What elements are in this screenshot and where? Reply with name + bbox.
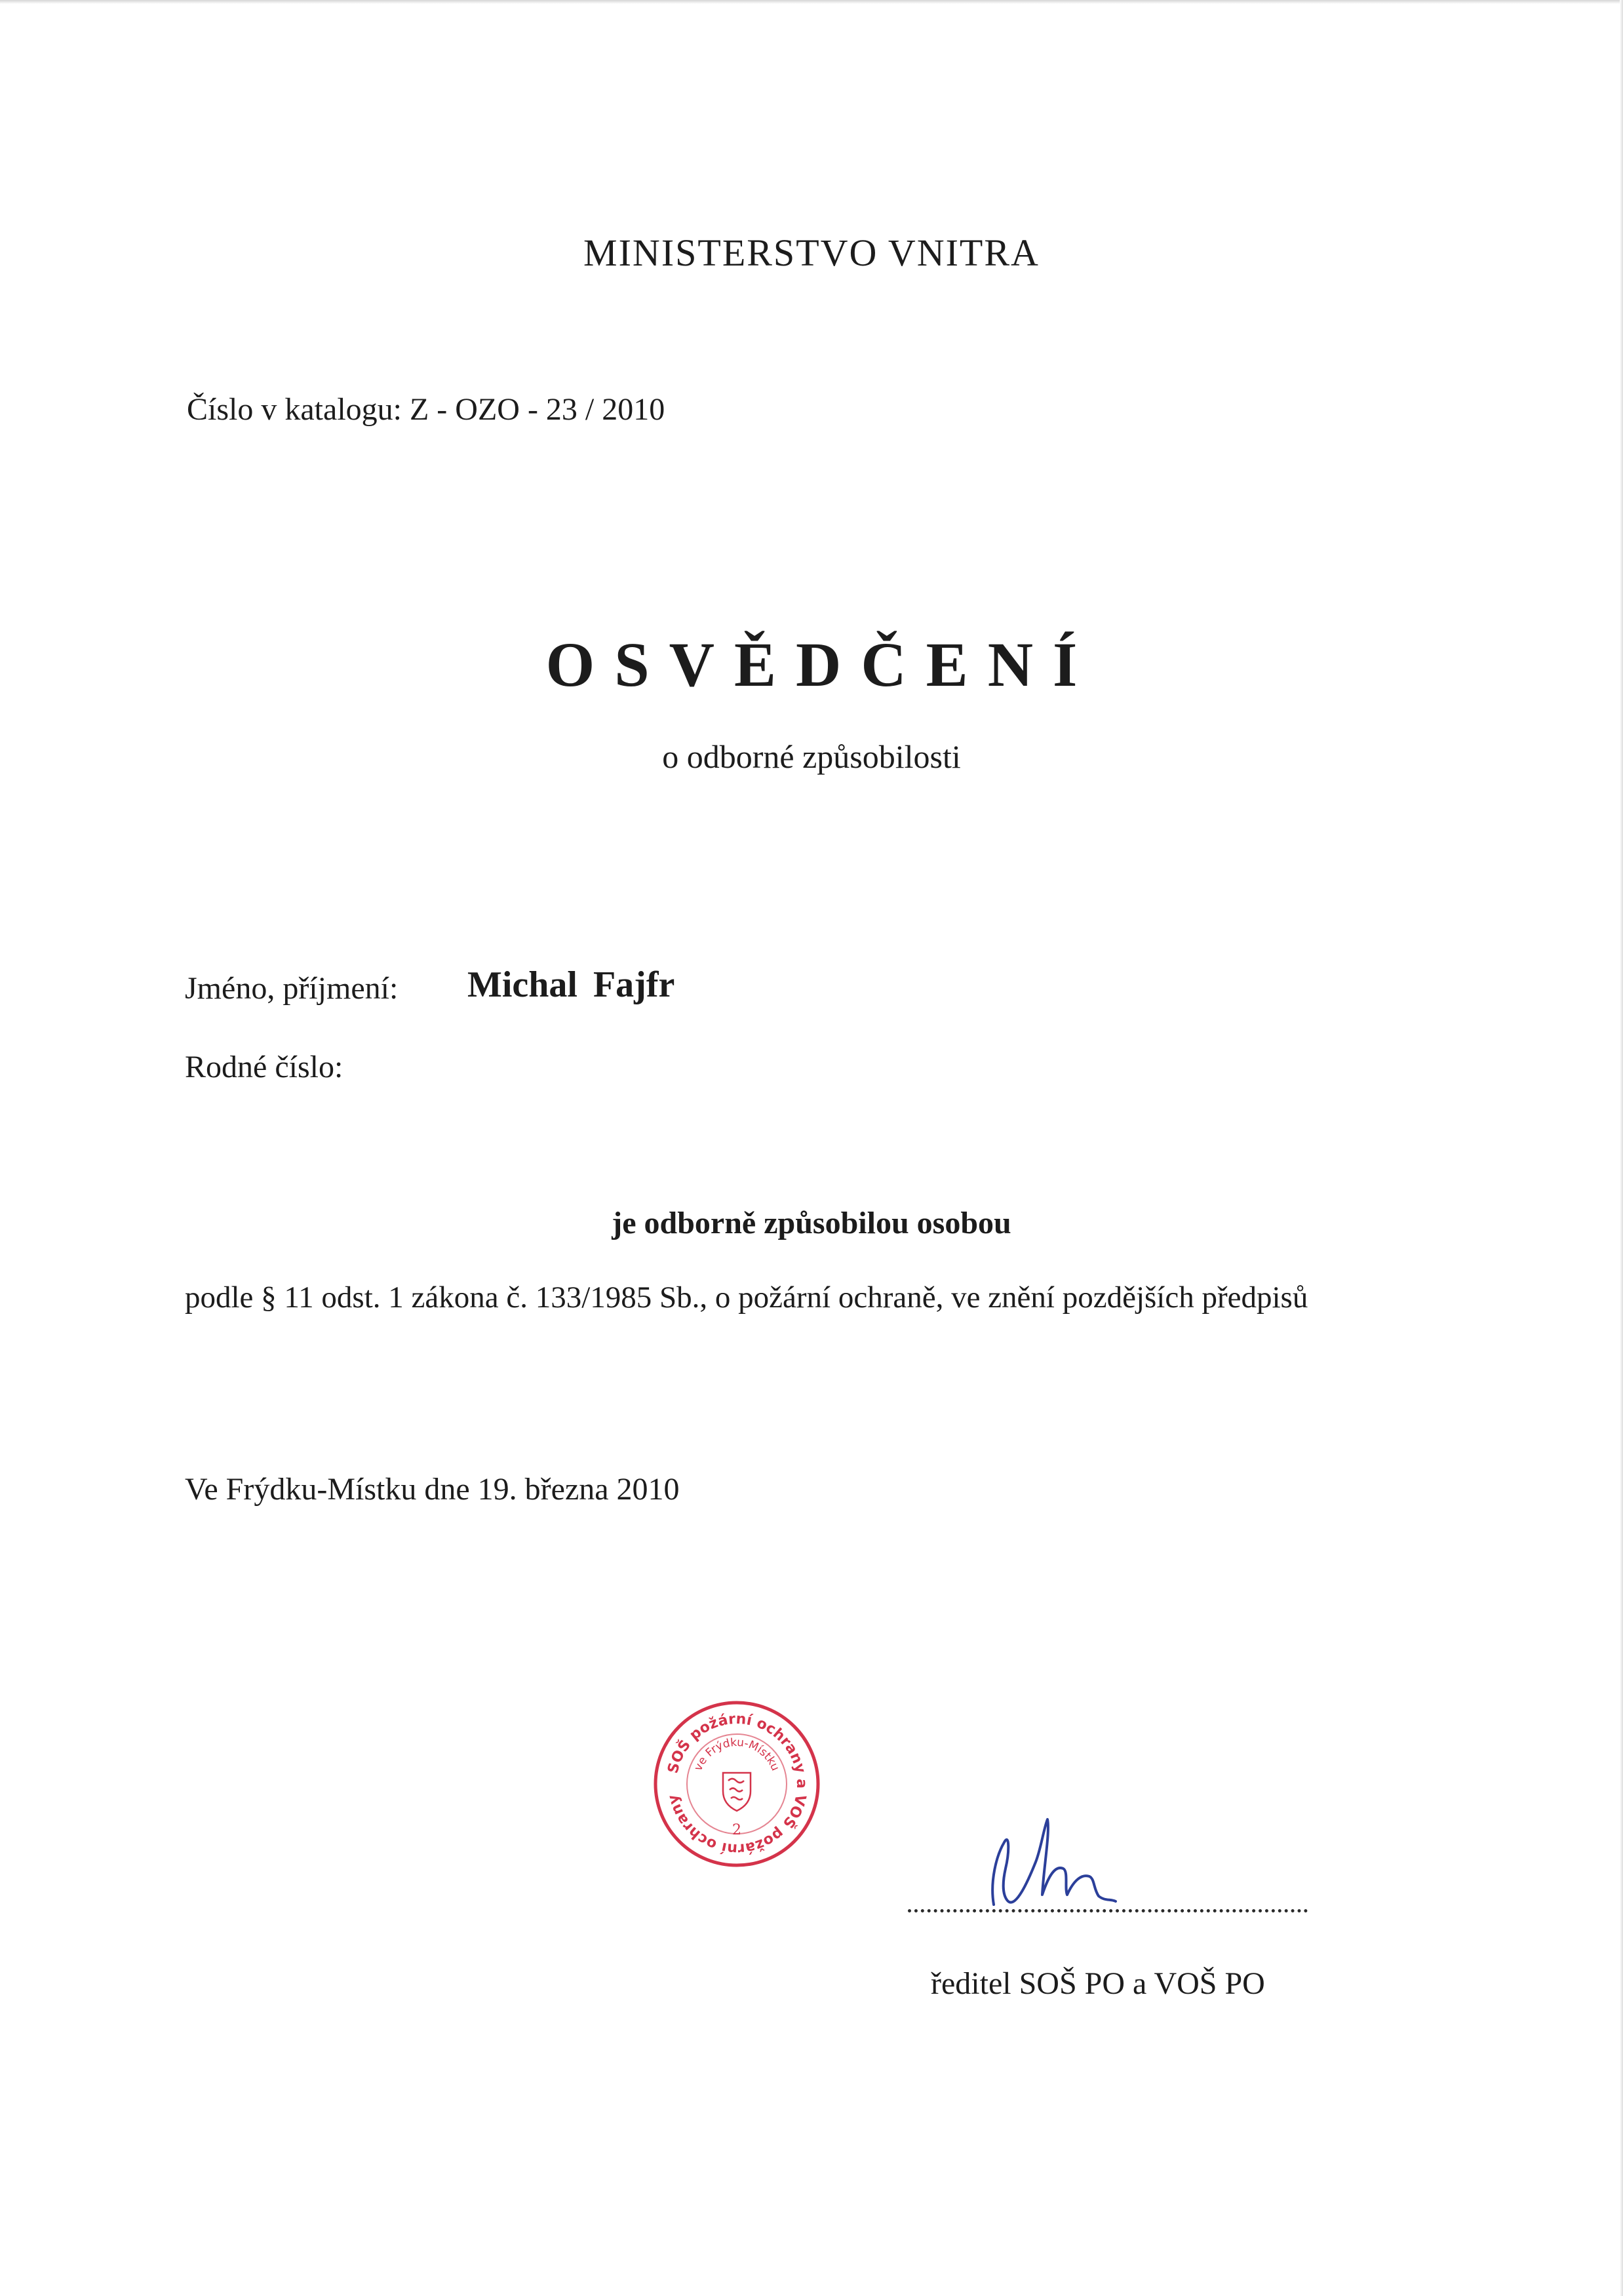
name-value: Michal Fajfr bbox=[467, 964, 675, 1005]
birth-number-label: Rodné číslo: bbox=[185, 1050, 343, 1084]
page-edge-right bbox=[1620, 0, 1623, 2296]
certificate-title: OSVĚDČENÍ bbox=[545, 629, 1097, 700]
coat-of-arms-icon bbox=[723, 1773, 751, 1811]
stamp-inner-text: ve Frýdku-Místku bbox=[692, 1735, 782, 1773]
signatory-title: ředitel SOŠ PO a VOŠ PO bbox=[931, 1966, 1265, 2001]
official-stamp bbox=[652, 1699, 821, 1869]
signature-line bbox=[908, 1907, 1308, 1912]
signature-scribble bbox=[970, 1803, 1141, 1921]
ministry-heading: MINISTERSTVO VNITRA bbox=[583, 231, 1040, 274]
catalog-number: Číslo v katalogu: Z - OZO - 23 / 2010 bbox=[187, 392, 665, 427]
place-date: Ve Frýdku-Místku dne 19. března 2010 bbox=[185, 1472, 680, 1507]
certificate-subtitle: o odborné způsobilosti bbox=[662, 738, 961, 775]
stamp-outer-text: SOŠ požární ochrany a VOŠ požární ochrany bbox=[665, 1711, 810, 1857]
stamp-number: 2 bbox=[732, 1822, 741, 1838]
stamp-seal bbox=[652, 1699, 821, 1869]
competence-statement: je odborně způsobilou osobou bbox=[612, 1206, 1011, 1240]
page-edge-top bbox=[0, 0, 1623, 4]
handwritten-signature bbox=[970, 1803, 1141, 1921]
legal-basis: podle § 11 odst. 1 zákona č. 133/1985 Sb., o požární ochraně, ve znění pozdějších předpisů bbox=[185, 1280, 1308, 1315]
name-label: Jméno, příjmení: bbox=[185, 971, 399, 1006]
